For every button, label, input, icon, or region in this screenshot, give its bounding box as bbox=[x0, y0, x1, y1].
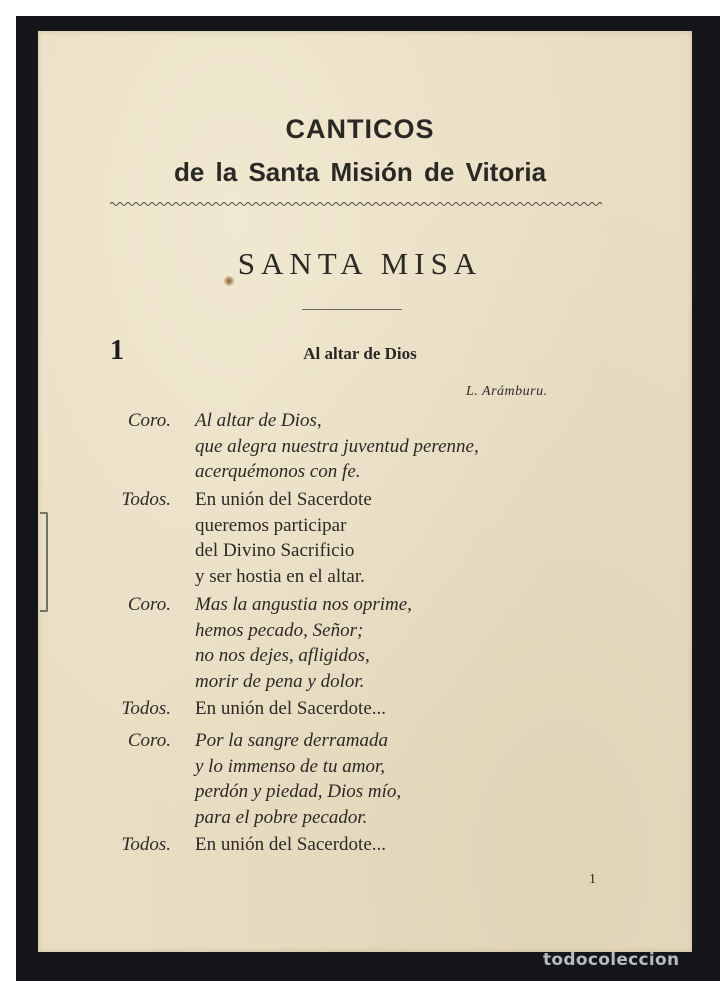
lyric-line: morir de pena y dolor. bbox=[195, 670, 365, 692]
watermark-logo: todocoleccion bbox=[543, 950, 680, 970]
section-divider bbox=[302, 309, 402, 310]
page-number: 1 bbox=[589, 872, 596, 887]
hymn-number: 1 bbox=[110, 335, 124, 366]
hymn-title: Al altar de Dios bbox=[303, 344, 417, 363]
section-title: SANTA MISA bbox=[237, 246, 483, 281]
speaker-label: Coro. bbox=[127, 730, 171, 751]
speaker-label: Coro. bbox=[127, 594, 171, 615]
speaker-label: Todos. bbox=[121, 489, 171, 510]
booklet-subtitle: de la Santa Misión de Vitoria bbox=[173, 157, 547, 187]
lyric-line: perdón y piedad, Dios mío, bbox=[195, 781, 402, 802]
speaker-label: Todos. bbox=[121, 698, 171, 719]
speaker-label: Coro. bbox=[127, 410, 171, 431]
speaker-label: Todos. bbox=[121, 834, 171, 855]
lyric-line: queremos participar bbox=[195, 514, 347, 536]
lyric-line: que alegra nuestra juventud perenne, bbox=[195, 435, 479, 457]
lyric-line: para el pobre pecador. bbox=[195, 806, 368, 828]
lyric-line: acerquémonos con fe. bbox=[195, 461, 361, 482]
lyric-line: hemos pecado, Señor; bbox=[195, 619, 364, 641]
wavy-divider bbox=[110, 200, 602, 208]
lyric-line: En unión del Sacerdote... bbox=[195, 698, 387, 719]
lyric-line: Por la sangre derramada bbox=[195, 730, 388, 751]
lyric-line: y ser hostia en el altar. bbox=[195, 565, 365, 587]
staple bbox=[40, 512, 48, 612]
composer-credit: L. Arámburu. bbox=[466, 384, 548, 399]
lyric-line: Al altar de Dios, bbox=[195, 410, 322, 431]
booklet-title: CANTICOS bbox=[285, 114, 435, 144]
lyric-line: y lo immenso de tu amor, bbox=[195, 755, 385, 777]
lyric-line: no nos dejes, afligidos, bbox=[195, 645, 370, 666]
lyric-line: del Divino Sacrificio bbox=[195, 540, 355, 561]
lyric-line: En unión del Sacerdote... bbox=[195, 834, 387, 855]
lyric-line: En unión del Sacerdote bbox=[195, 489, 372, 510]
lyric-line: Mas la angustia nos oprime, bbox=[195, 594, 412, 615]
